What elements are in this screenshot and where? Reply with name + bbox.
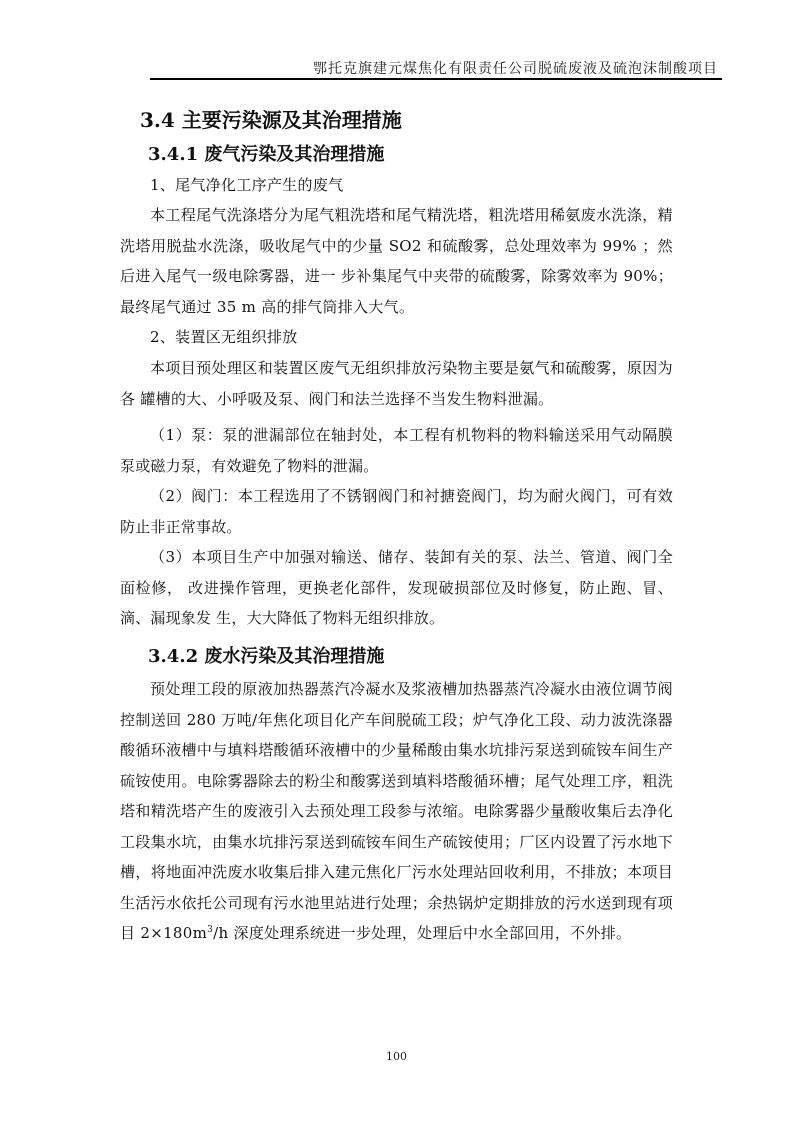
- section-heading: 3.4 主要污染源及其治理措施: [140, 108, 402, 132]
- page-number: 100: [386, 1050, 407, 1063]
- paragraph-maintenance: （3）本项目生产中加强对输送、储存、装卸有关的泵、法兰、管道、阀门全面检修， 改进操作管理，更换老化部件，发现破损部位及时修复，防止跑、冒、滴、漏现象发 生，大大降低了物料无组织排放。: [120, 548, 673, 627]
- paragraph-pump: （1）泵：泵的泄漏部位在轴封处，本工程有机物料的物料输送采用气动隔膜泵或磁力泵，有效避免了物料的泄漏。: [120, 426, 673, 475]
- paragraph-valve: （2）阀门：本工程选用了不锈钢阀门和衬搪瓷阀门，均为耐火阀门，可有效防止非正常事故。: [120, 487, 673, 536]
- wastewater-text-tail: /h 深度处理系统进一步处理，处理后中水全部回用，不外排。: [213, 924, 632, 942]
- paragraph-wastewater: [120, 674, 673, 949]
- subsection-heading-waste-gas: 3.4.1 废气污染及其治理措施: [148, 144, 385, 165]
- paragraph-fugitive: 本项目预处理区和装置区废气无组织排放污染物主要是氨气和硫酸雾，原因为各 罐槽的大、小呼吸及泵、阀门和法兰选择不当发生物料泄漏。: [120, 359, 673, 408]
- item-heading-tail-gas: 1、尾气净化工序产生的废气: [150, 176, 344, 194]
- running-header: 鄂托克旗建元煤焦化有限责任公司脱硫废液及硫泡沫制酸项目: [313, 61, 718, 77]
- item-heading-fugitive: 2、装置区无组织排放: [150, 328, 298, 346]
- subsection-heading-wastewater: 3.4.2 废水污染及其治理措施: [148, 646, 385, 667]
- unit-superscript: 3: [207, 925, 214, 935]
- wastewater-text-main: 预处理工段的原液加热器蒸汽冷凝水及浆液槽加热器蒸汽冷凝水由液位调节阀控制送回 280 万吨/年焦化项目化产车间脱硫工段；炉气净化工段、动力波洗涤器酸循环液槽中与填料塔酸循环液槽中的少量稀酸由集水坑排污泵送到硫铵车间生产硫铵使用。电除雾器除去的粉尘和酸雾送到填料塔酸循环槽；尾气处理工序，粗洗塔和精洗塔产生的废液引入去预处理工段参与浓缩。电除雾器少量酸收集后去净化工段集水坑，由集水坑排污泵送到硫铵车间生产硫铵使用；厂区内设置了污水地下槽，将地面冲洗废水收集后排入建元焦化厂污水处理站回收利用，不排放；本项目生活污水依托公司现有污水池里站进行处理；余热锅炉定期排放的污水送到现有项目 2×180m: [120, 680, 673, 942]
- header-rule: [150, 78, 722, 80]
- paragraph-tail-gas: 本工程尾气洗涤塔分为尾气粗洗塔和尾气精洗塔，粗洗塔用稀氨废水洗涤，精洗塔用脱盐水洗涤，吸收尾气中的少量 SO2 和硫酸雾，总处理效率为 99% ；然后进入尾气一级电除雾器，进一 步补集尾气中夹带的硫酸雾，除雾效率为 90%；最终尾气通过 35 m 高的排气筒排入大气。: [120, 206, 673, 316]
